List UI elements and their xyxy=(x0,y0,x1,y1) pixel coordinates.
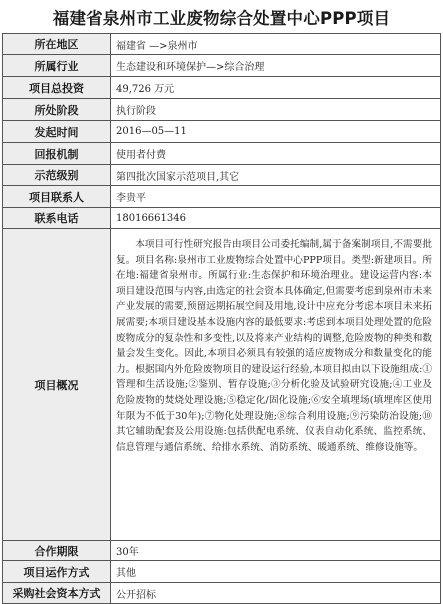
row-label: 所属行业 xyxy=(3,55,111,77)
row-value: 2016—05—11 xyxy=(111,121,441,143)
row-label: 项目联系人 xyxy=(3,186,111,208)
row-label: 发起时间 xyxy=(3,121,111,143)
table-row xyxy=(3,143,441,165)
table-row xyxy=(3,121,441,143)
table-row xyxy=(3,541,441,561)
row-value: 福建省 —>泉州市 xyxy=(111,34,441,55)
row-label: 所处阶段 xyxy=(3,99,111,121)
row-value: 李贵平 xyxy=(111,186,441,208)
project-overview-text: 本项目可行性研究报告由项目公司委托编制,属于备案制项目,不需要批复。项目名称:泉州市工业废物综合处置中心PPP项目。类型:新建项目。所在地:福建省泉州市。所属行业:生态保护和环境治理业。建设运营内容:本项目建设范围与内容,由选定的社会资本具体确定,但需要考虑到泉州市未来产业发展的需要,预留远期拓展空间及用地,设计中应充分考虑本项目未来拓展需要;本项目建设基本设施内容的最低要求:考虑到本项目处理处置的危险废物成分的复杂性和多变性,以及将来产业结构的调整,危险废物的种类和数量会发生变化。因此,本项目必须具有较强的适应废物成分和数量变化的能力。根据国内外危险废物项目的建设运行经验,本项目拟由以下设施组成:①管理和生活设施;②鉴别、暂存设施;③分析化验及试验研究设施;④工业及危险废物的焚烧处理设施;⑤稳定化/固化设施;⑥安全填埋场(填埋库区使用年限为不低于30年);⑦物化处理设施;⑧综合利用设施;⑨污染防治设施;⑩其它辅助配套及公用设施:包括供配电系统、仪表自动化系统、监控系统、信息管理与通信系统、给排水系统、消防系统、暖通系统、维修设施等。 xyxy=(111,229,441,541)
row-value: 生态建设和环境保护—>综合治理 xyxy=(111,55,441,77)
row-value: 30年 xyxy=(111,541,441,561)
table-row xyxy=(3,55,441,77)
row-value: 公开招标 xyxy=(111,583,441,604)
table-row xyxy=(3,34,441,55)
table-row xyxy=(3,186,441,208)
page-title: 福建省泉州市工业废物综合处置中心PPP项目 xyxy=(52,9,391,28)
row-value: 18016661346 xyxy=(111,208,441,229)
project-info-table xyxy=(2,33,441,604)
table-row xyxy=(3,583,441,604)
row-label: 回报机制 xyxy=(3,143,111,165)
row-label: 示范级别 xyxy=(3,165,111,186)
table-row xyxy=(3,99,441,121)
row-label: 所在地区 xyxy=(3,34,111,55)
row-label: 项目运作方式 xyxy=(3,561,111,583)
row-value: 第四批次国家示范项目,其它 xyxy=(111,165,441,186)
row-label: 合作期限 xyxy=(3,541,111,561)
row-value: 执行阶段 xyxy=(111,99,441,121)
table-row xyxy=(3,165,441,186)
row-label: 项目概况 xyxy=(3,229,111,541)
row-label: 采购社会资本方式 xyxy=(3,583,111,604)
row-value: 其他 xyxy=(111,561,441,583)
table-row xyxy=(3,208,441,229)
table-row-overview xyxy=(3,229,441,541)
row-value: 使用者付费 xyxy=(111,143,441,165)
row-label: 项目总投资 xyxy=(3,77,111,99)
table-row xyxy=(3,561,441,583)
row-label: 联系电话 xyxy=(3,208,111,229)
row-value: 49,726 万元 xyxy=(111,77,441,99)
table-row xyxy=(3,77,441,99)
